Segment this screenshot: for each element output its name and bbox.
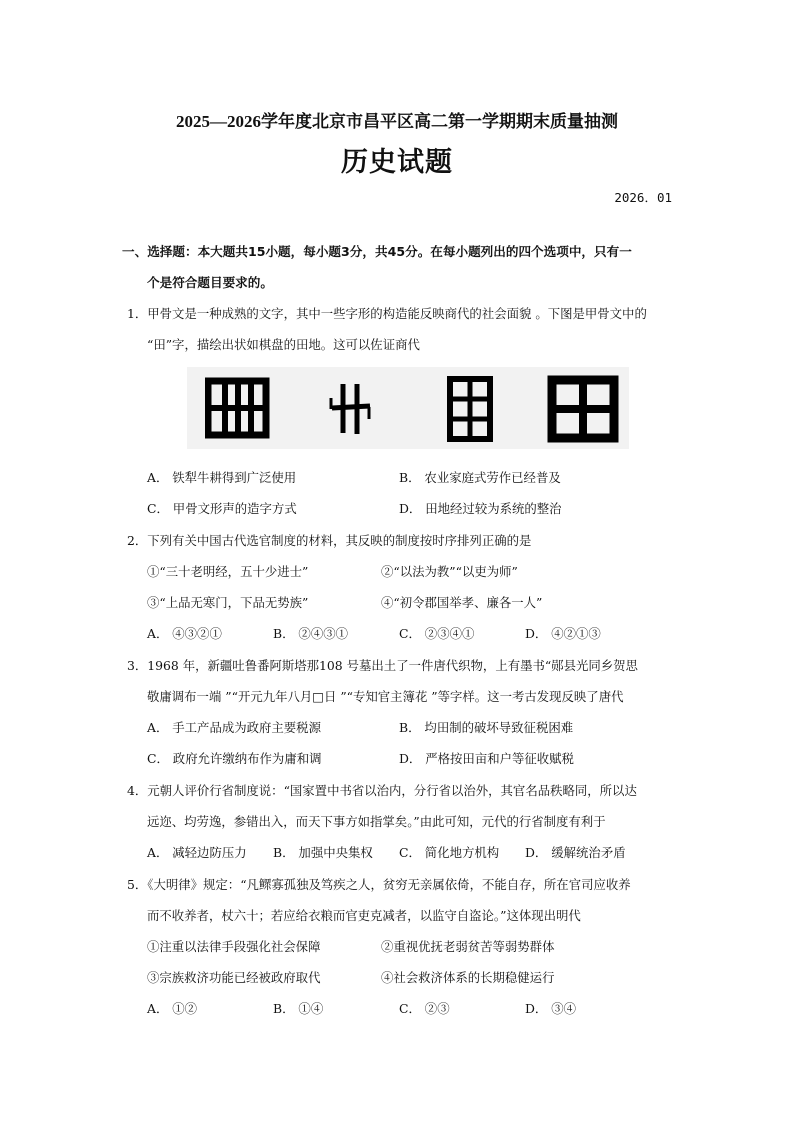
q2-option-b[interactable]: B． ②④③① bbox=[273, 626, 348, 641]
q2-stem-line1: 2．下列有关中国古代选官制度的材料，其反映的制度按时序排列正确的是 bbox=[127, 533, 532, 548]
q5-option-d[interactable]: D． ③④ bbox=[525, 1001, 577, 1016]
q3-option-a[interactable]: A． 手工产品成为政府主要税源 bbox=[147, 720, 321, 735]
q1-option-a[interactable]: A． 铁犁牛耕得到广泛使用 bbox=[147, 470, 297, 485]
q4-option-d[interactable]: D． 缓解统治矛盾 bbox=[525, 845, 626, 860]
oracle-tian-cross-icon bbox=[329, 381, 373, 437]
q1-stem-line1: 1．甲骨文是一种成熟的文字，其中一些字形的构造能反映商代的社会面貌 。下图是甲骨文中的 bbox=[127, 306, 647, 321]
q4-option-b[interactable]: B． 加强中央集权 bbox=[273, 845, 373, 860]
q2-item-2: ②“以法为教”“以吏为师” bbox=[381, 564, 518, 579]
q5-stem-line1: 5．《大明律》规定：“凡鳏寡孤独及笃疾之人，贫穷无亲属依倚，不能自存，所在官司应收养 bbox=[127, 877, 631, 892]
q5-stem-line2: 而不收养者，杖六十；若应给衣粮而官吏克减者，以监守自盗论。”这体现出明代 bbox=[147, 908, 581, 923]
q5-option-c[interactable]: C． ②③ bbox=[399, 1001, 450, 1016]
q4-stem-line1: 4．元朝人评价行省制度说：“国家置中书省以治内，分行省以治外，其官名品秩略同，所以达 bbox=[127, 783, 637, 798]
q2-item-1: ①“三十老明经，五十少进士” bbox=[147, 564, 309, 579]
oracle-bone-figure bbox=[187, 367, 629, 449]
q3-option-b[interactable]: B． 均田制的破坏导致征税困难 bbox=[399, 720, 574, 735]
q5-item-4: ④社会救济体系的长期稳健运行 bbox=[381, 970, 555, 985]
q5-item-1: ①注重以法律手段强化社会保障 bbox=[147, 939, 321, 954]
q2-option-c[interactable]: C． ②③④① bbox=[399, 626, 475, 641]
exam-date: 2026．01 bbox=[614, 190, 672, 205]
q1-option-b[interactable]: B． 农业家庭式劳作已经普及 bbox=[399, 470, 561, 485]
oracle-tian-three-rows-icon bbox=[445, 375, 495, 443]
q2-item-3: ③“上品无寒门，下品无势族” bbox=[147, 595, 309, 610]
q3-stem-line1: 3．1968 年，新疆吐鲁番阿斯塔那108 号墓出土了一件唐代织物，上有墨书“郧县光同乡贺思 bbox=[127, 658, 638, 673]
page-title: 历史试题 bbox=[341, 147, 453, 178]
q3-option-d[interactable]: D． 严格按田亩和户等征收赋税 bbox=[399, 751, 574, 766]
q2-option-d[interactable]: D． ④②①③ bbox=[525, 626, 601, 641]
q4-option-a[interactable]: A． 减轻边防压力 bbox=[147, 845, 247, 860]
oracle-tian-square-icon bbox=[547, 375, 619, 443]
q5-item-3: ③宗族救济功能已经被政府取代 bbox=[147, 970, 321, 985]
q5-option-a[interactable]: A． ①② bbox=[147, 1001, 198, 1016]
q2-item-4: ④“初令郡国举孝、廉各一人” bbox=[381, 595, 543, 610]
q5-option-b[interactable]: B． ①④ bbox=[273, 1001, 324, 1016]
section-heading-line1: 一、选择题：本大题共15小题，每小题3分，共45分。在每小题列出的四个选项中，只有一 bbox=[122, 244, 632, 259]
q4-option-c[interactable]: C． 简化地方机构 bbox=[399, 845, 500, 860]
exam-supertitle: 2025—2026学年度北京市昌平区高二第一学期期末质量抽测 bbox=[176, 112, 618, 131]
q3-stem-line2: 敬庸调布一端 ”“开元九年八月□日 ”“专知官主簿花 ”等字样。这一考古发现反映了唐代 bbox=[147, 689, 624, 704]
q3-option-c[interactable]: C． 政府允许缴纳布作为庸和调 bbox=[147, 751, 322, 766]
q4-stem-line2: 远迩、均劳逸，参错出入，而天下事方如指掌矣。”由此可知，元代的行省制度有利于 bbox=[147, 814, 606, 829]
q1-option-d[interactable]: D． 田地经过较为系统的整治 bbox=[399, 501, 562, 516]
q2-option-a[interactable]: A． ④③②① bbox=[147, 626, 222, 641]
q1-stem-line2: “田”字，描绘出状如棋盘的田地。这可以佐证商代 bbox=[147, 337, 420, 352]
oracle-tian-grid-icon bbox=[205, 377, 271, 441]
q5-item-2: ②重视优抚老弱贫苦等弱势群体 bbox=[381, 939, 555, 954]
q1-option-c[interactable]: C． 甲骨文形声的造字方式 bbox=[147, 501, 297, 516]
section-heading-line2: 个是符合题目要求的。 bbox=[147, 275, 273, 290]
